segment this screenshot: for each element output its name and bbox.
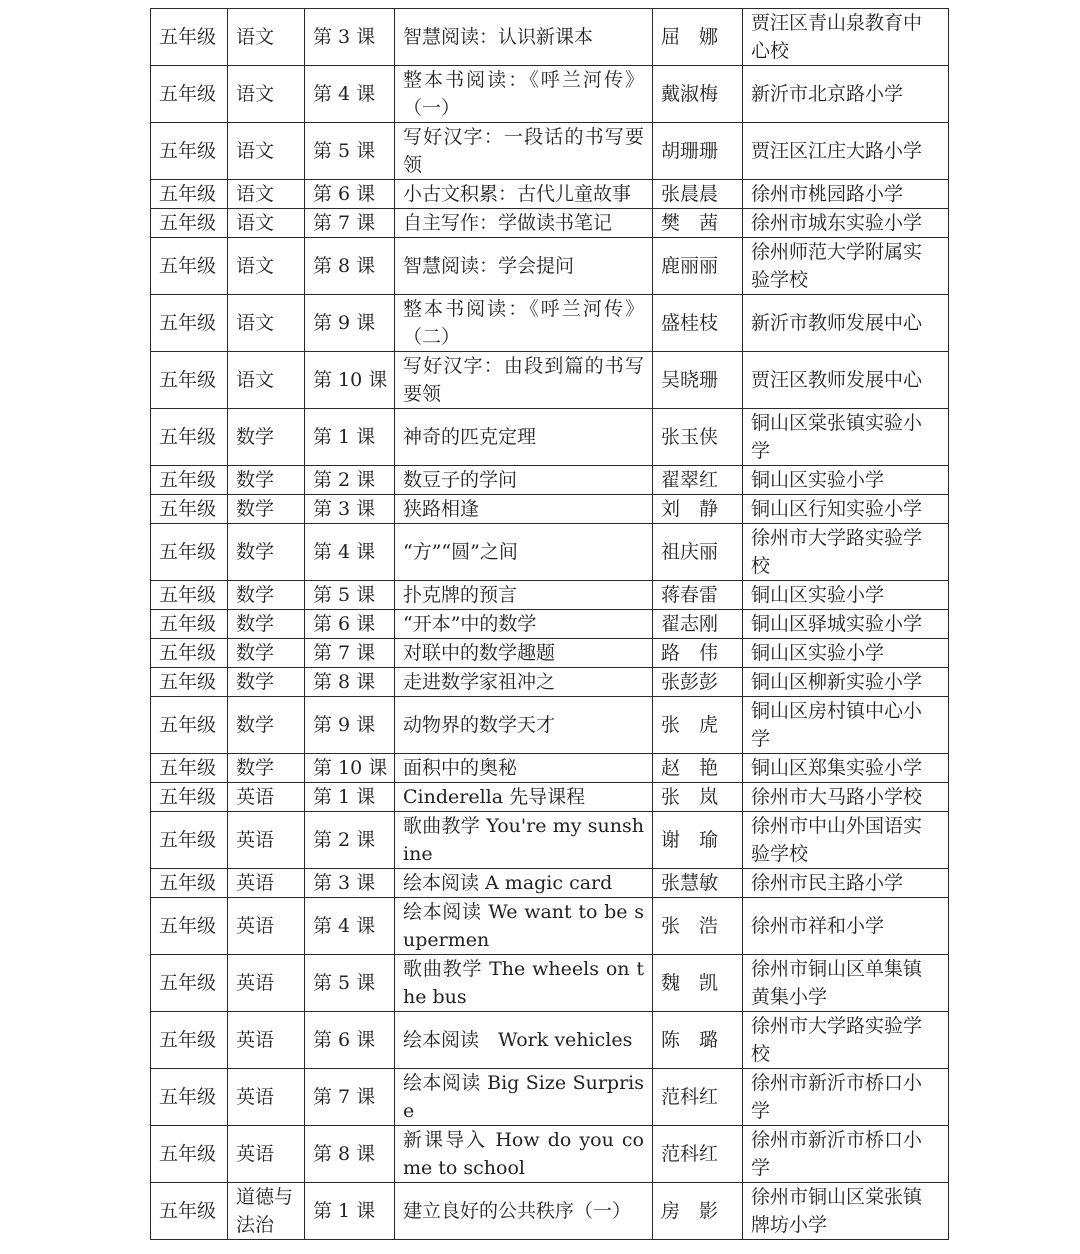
subject-cell: 语文	[228, 209, 305, 238]
school-cell: 铜山区实验小学	[743, 639, 949, 668]
lesson-title-cell: 绘本阅读 A magic card	[395, 869, 653, 898]
school-cell: 徐州市中山外国语实验学校	[743, 812, 949, 869]
table-body	[151, 9, 949, 1240]
teacher-cell: 张 岚	[653, 783, 743, 812]
subject-cell: 数学	[228, 524, 305, 581]
lesson-title-cell: 智慧阅读：认识新课本	[395, 9, 653, 66]
lesson-title-cell: 走进数学家祖冲之	[395, 668, 653, 697]
subject-cell: 数学	[228, 610, 305, 639]
school-cell: 徐州市民主路小学	[743, 869, 949, 898]
subject-cell: 语文	[228, 238, 305, 295]
school-cell: 铜山区柳新实验小学	[743, 668, 949, 697]
lesson-cell: 第 7 课	[305, 639, 395, 668]
lesson-cell: 第 2 课	[305, 812, 395, 869]
lesson-cell: 第 5 课	[305, 955, 395, 1012]
table-row	[151, 955, 949, 1012]
table-row	[151, 1012, 949, 1069]
subject-cell: 英语	[228, 783, 305, 812]
lesson-title-cell: 歌曲教学 You're my sunshine	[395, 812, 653, 869]
teacher-cell: 戴淑梅	[653, 66, 743, 123]
grade-cell: 五年级	[151, 581, 228, 610]
lesson-cell: 第 7 课	[305, 209, 395, 238]
teacher-cell: 谢 瑜	[653, 812, 743, 869]
teacher-cell: 范科红	[653, 1126, 743, 1183]
lesson-title-cell: 写好汉字：由段到篇的书写要领	[395, 352, 653, 409]
school-cell: 铜山区郑集实验小学	[743, 754, 949, 783]
subject-cell: 英语	[228, 1069, 305, 1126]
subject-cell: 数学	[228, 668, 305, 697]
subject-cell: 数学	[228, 466, 305, 495]
grade-cell: 五年级	[151, 1069, 228, 1126]
teacher-cell: 胡珊珊	[653, 123, 743, 180]
lesson-cell: 第 10 课	[305, 754, 395, 783]
lesson-title-cell: 对联中的数学趣题	[395, 639, 653, 668]
table-row	[151, 409, 949, 466]
lesson-title-cell: 神奇的匹克定理	[395, 409, 653, 466]
subject-cell: 数学	[228, 697, 305, 754]
lesson-cell: 第 5 课	[305, 581, 395, 610]
grade-cell: 五年级	[151, 783, 228, 812]
school-cell: 铜山区房村镇中心小学	[743, 697, 949, 754]
lesson-title-cell: 整本书阅读：《呼兰河传》（一）	[395, 66, 653, 123]
teacher-cell: 蒋春雷	[653, 581, 743, 610]
grade-cell: 五年级	[151, 1012, 228, 1069]
grade-cell: 五年级	[151, 898, 228, 955]
teacher-cell: 赵 艳	[653, 754, 743, 783]
course-schedule-table	[150, 8, 949, 1240]
grade-cell: 五年级	[151, 495, 228, 524]
lesson-title-cell: 智慧阅读：学会提问	[395, 238, 653, 295]
table-row	[151, 1126, 949, 1183]
teacher-cell: 张慧敏	[653, 869, 743, 898]
grade-cell: 五年级	[151, 1183, 228, 1240]
lesson-title-cell: 动物界的数学天才	[395, 697, 653, 754]
lesson-title-cell: 建立良好的公共秩序（一）	[395, 1183, 653, 1240]
subject-cell: 数学	[228, 581, 305, 610]
lesson-title-cell: 面积中的奥秘	[395, 754, 653, 783]
lesson-cell: 第 3 课	[305, 495, 395, 524]
table-row	[151, 180, 949, 209]
table-row	[151, 1183, 949, 1240]
grade-cell: 五年级	[151, 466, 228, 495]
school-cell: 徐州市铜山区单集镇黄集小学	[743, 955, 949, 1012]
lesson-cell: 第 6 课	[305, 180, 395, 209]
subject-cell: 英语	[228, 1012, 305, 1069]
teacher-cell: 张 虎	[653, 697, 743, 754]
school-cell: 徐州师范大学附属实验学校	[743, 238, 949, 295]
subject-cell: 道德与法治	[228, 1183, 305, 1240]
teacher-cell: 吴晓珊	[653, 352, 743, 409]
subject-cell: 语文	[228, 295, 305, 352]
teacher-cell: 张晨晨	[653, 180, 743, 209]
table-row	[151, 668, 949, 697]
teacher-cell: 张 浩	[653, 898, 743, 955]
teacher-cell: 刘 静	[653, 495, 743, 524]
lesson-cell: 第 9 课	[305, 697, 395, 754]
subject-cell: 英语	[228, 955, 305, 1012]
grade-cell: 五年级	[151, 209, 228, 238]
lesson-cell: 第 2 课	[305, 466, 395, 495]
table-row	[151, 610, 949, 639]
grade-cell: 五年级	[151, 812, 228, 869]
school-cell: 新沂市教师发展中心	[743, 295, 949, 352]
school-cell: 贾汪区江庄大路小学	[743, 123, 949, 180]
subject-cell: 语文	[228, 352, 305, 409]
lesson-cell: 第 8 课	[305, 668, 395, 697]
teacher-cell: 路 伟	[653, 639, 743, 668]
grade-cell: 五年级	[151, 238, 228, 295]
table-row	[151, 495, 949, 524]
teacher-cell: 范科红	[653, 1069, 743, 1126]
lesson-cell: 第 7 课	[305, 1069, 395, 1126]
lesson-cell: 第 6 课	[305, 610, 395, 639]
lesson-title-cell: 小古文积累：古代儿童故事	[395, 180, 653, 209]
school-cell: 徐州市新沂市桥口小学	[743, 1126, 949, 1183]
school-cell: 贾汪区青山泉教育中心校	[743, 9, 949, 66]
subject-cell: 数学	[228, 409, 305, 466]
teacher-cell: 樊 茜	[653, 209, 743, 238]
school-cell: 徐州市城东实验小学	[743, 209, 949, 238]
school-cell: 徐州市大学路实验学校	[743, 1012, 949, 1069]
grade-cell: 五年级	[151, 180, 228, 209]
lesson-cell: 第 8 课	[305, 1126, 395, 1183]
grade-cell: 五年级	[151, 524, 228, 581]
table-row	[151, 812, 949, 869]
lesson-cell: 第 6 课	[305, 1012, 395, 1069]
table-row	[151, 466, 949, 495]
subject-cell: 语文	[228, 66, 305, 123]
school-cell: 铜山区驿城实验小学	[743, 610, 949, 639]
teacher-cell: 张玉侠	[653, 409, 743, 466]
subject-cell: 语文	[228, 123, 305, 180]
teacher-cell: 翟志刚	[653, 610, 743, 639]
lesson-cell: 第 3 课	[305, 869, 395, 898]
grade-cell: 五年级	[151, 668, 228, 697]
lesson-title-cell: 绘本阅读 Work vehicles	[395, 1012, 653, 1069]
teacher-cell: 翟翠红	[653, 466, 743, 495]
lesson-cell: 第 10 课	[305, 352, 395, 409]
lesson-cell: 第 5 课	[305, 123, 395, 180]
lesson-title-cell: 绘本阅读 Big Size Surprise	[395, 1069, 653, 1126]
teacher-cell: 屈 娜	[653, 9, 743, 66]
lesson-title-cell: 绘本阅读 We want to be supermen	[395, 898, 653, 955]
subject-cell: 英语	[228, 1126, 305, 1183]
table-row	[151, 352, 949, 409]
table-row	[151, 697, 949, 754]
table-row	[151, 9, 949, 66]
table-row	[151, 524, 949, 581]
school-cell: 徐州市铜山区棠张镇牌坊小学	[743, 1183, 949, 1240]
lesson-cell: 第 1 课	[305, 783, 395, 812]
grade-cell: 五年级	[151, 66, 228, 123]
table-row	[151, 898, 949, 955]
lesson-title-cell: 歌曲教学 The wheels on the bus	[395, 955, 653, 1012]
lesson-title-cell: 扑克牌的预言	[395, 581, 653, 610]
lesson-title-cell: 新课导入 How do you come to school	[395, 1126, 653, 1183]
table-row	[151, 869, 949, 898]
table-row	[151, 66, 949, 123]
grade-cell: 五年级	[151, 610, 228, 639]
lesson-cell: 第 9 课	[305, 295, 395, 352]
grade-cell: 五年级	[151, 352, 228, 409]
subject-cell: 英语	[228, 869, 305, 898]
lesson-cell: 第 8 课	[305, 238, 395, 295]
school-cell: 铜山区实验小学	[743, 581, 949, 610]
lesson-title-cell: 数豆子的学问	[395, 466, 653, 495]
subject-cell: 英语	[228, 898, 305, 955]
table-row	[151, 639, 949, 668]
lesson-cell: 第 4 课	[305, 898, 395, 955]
teacher-cell: 张彭彭	[653, 668, 743, 697]
subject-cell: 数学	[228, 495, 305, 524]
lesson-cell: 第 1 课	[305, 1183, 395, 1240]
lesson-title-cell: “方”“圆”之间	[395, 524, 653, 581]
school-cell: 铜山区棠张镇实验小学	[743, 409, 949, 466]
table-row	[151, 209, 949, 238]
school-cell: 铜山区行知实验小学	[743, 495, 949, 524]
school-cell: 徐州市桃园路小学	[743, 180, 949, 209]
teacher-cell: 魏 凯	[653, 955, 743, 1012]
table-row	[151, 1069, 949, 1126]
grade-cell: 五年级	[151, 1126, 228, 1183]
grade-cell: 五年级	[151, 697, 228, 754]
subject-cell: 语文	[228, 180, 305, 209]
grade-cell: 五年级	[151, 955, 228, 1012]
school-cell: 贾汪区教师发展中心	[743, 352, 949, 409]
lesson-title-cell: 整本书阅读：《呼兰河传》（二）	[395, 295, 653, 352]
lesson-title-cell: 自主写作：学做读书笔记	[395, 209, 653, 238]
subject-cell: 数学	[228, 639, 305, 668]
lesson-cell: 第 4 课	[305, 524, 395, 581]
school-cell: 徐州市大马路小学校	[743, 783, 949, 812]
teacher-cell: 陈 璐	[653, 1012, 743, 1069]
teacher-cell: 盛桂枝	[653, 295, 743, 352]
subject-cell: 语文	[228, 9, 305, 66]
grade-cell: 五年级	[151, 295, 228, 352]
table-row	[151, 295, 949, 352]
grade-cell: 五年级	[151, 869, 228, 898]
subject-cell: 英语	[228, 812, 305, 869]
lesson-cell: 第 1 课	[305, 409, 395, 466]
lesson-cell: 第 3 课	[305, 9, 395, 66]
lesson-cell: 第 4 课	[305, 66, 395, 123]
grade-cell: 五年级	[151, 754, 228, 783]
lesson-title-cell: Cinderella 先导课程	[395, 783, 653, 812]
school-cell: 铜山区实验小学	[743, 466, 949, 495]
table-row	[151, 581, 949, 610]
teacher-cell: 鹿丽丽	[653, 238, 743, 295]
subject-cell: 数学	[228, 754, 305, 783]
teacher-cell: 房 影	[653, 1183, 743, 1240]
grade-cell: 五年级	[151, 123, 228, 180]
table-row	[151, 783, 949, 812]
grade-cell: 五年级	[151, 639, 228, 668]
school-cell: 徐州市大学路实验学校	[743, 524, 949, 581]
teacher-cell: 祖庆丽	[653, 524, 743, 581]
lesson-title-cell: 写好汉字：一段话的书写要领	[395, 123, 653, 180]
lesson-title-cell: “开本”中的数学	[395, 610, 653, 639]
table-row	[151, 123, 949, 180]
table-row	[151, 754, 949, 783]
table-row	[151, 238, 949, 295]
lesson-title-cell: 狭路相逢	[395, 495, 653, 524]
school-cell: 新沂市北京路小学	[743, 66, 949, 123]
grade-cell: 五年级	[151, 9, 228, 66]
grade-cell: 五年级	[151, 409, 228, 466]
school-cell: 徐州市祥和小学	[743, 898, 949, 955]
school-cell: 徐州市新沂市桥口小学	[743, 1069, 949, 1126]
